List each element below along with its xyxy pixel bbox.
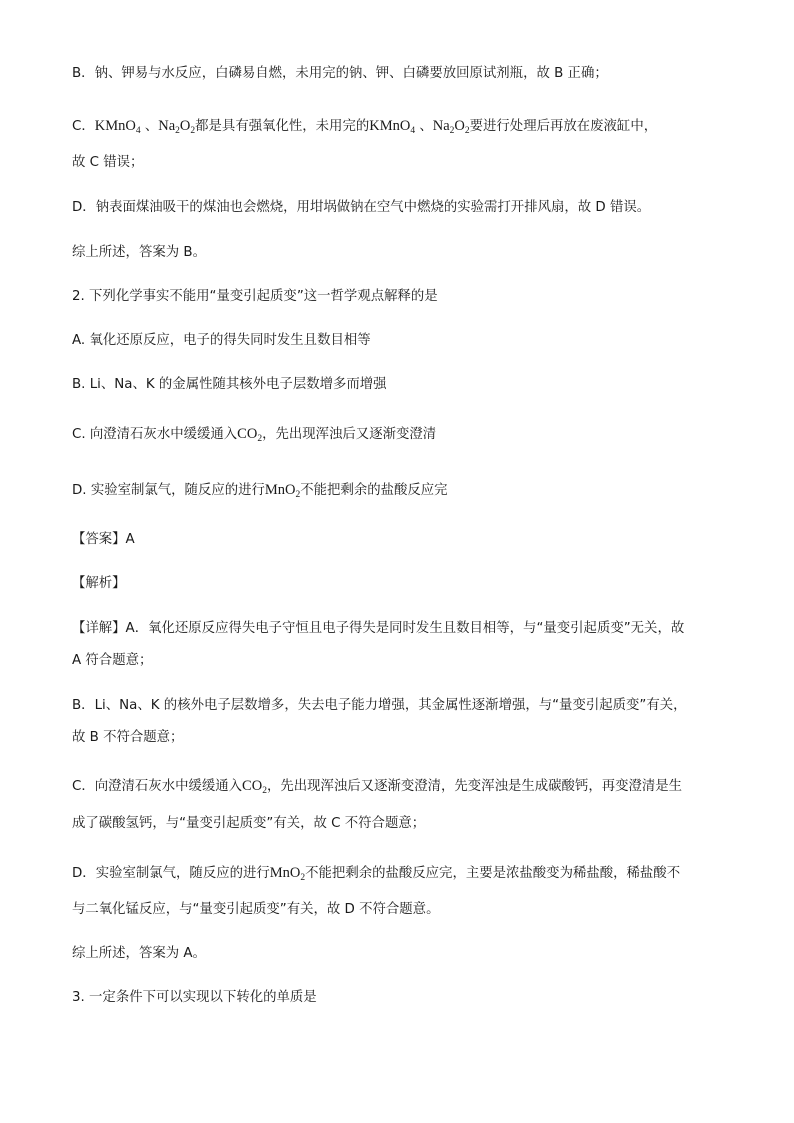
formula-subscript: 2 — [175, 126, 180, 136]
text-run: 、 — [415, 119, 433, 134]
text-line-l09 — [72, 424, 732, 445]
formula-term: Na — [432, 118, 450, 134]
text-run: 综上所述，答案为 B。 — [72, 245, 206, 260]
text-run: 【答案】A — [72, 532, 135, 547]
text-run: C． — [72, 119, 95, 134]
text-run: 故 C 错误； — [72, 155, 144, 170]
text-line-l04 — [72, 198, 732, 218]
text-run: 故 B 不符合题意； — [72, 730, 184, 745]
text-line-l13 — [72, 619, 732, 639]
formula-subscript: 2 — [257, 434, 263, 444]
formula-subscript: 2 — [295, 490, 301, 500]
text-line-l18 — [72, 814, 732, 834]
text-run: 不能把剩余的盐酸反应完，主要是浓盐酸变为稀盐酸，稀盐酸不 — [305, 866, 681, 881]
formula-term: MnO — [264, 482, 296, 498]
text-run: C. 向澄清石灰水中缓缓通入 — [72, 427, 238, 442]
text-line-l07 — [72, 331, 732, 351]
formula-subscript: 2 — [262, 786, 267, 796]
text-run: 与二氧化锰反应，与“量变引起质变”有关，故 D 不符合题意。 — [72, 902, 440, 917]
text-line-l21 — [72, 944, 732, 964]
text-run: D．实验室制氯气，随反应的进行 — [72, 866, 270, 881]
text-run: ，先出现浑浊后又逐渐变澄清 — [262, 427, 437, 442]
text-line-l17 — [72, 776, 732, 797]
formula-subscript: 2 — [449, 126, 455, 136]
text-line-l15 — [72, 696, 732, 716]
formula-term: MnO — [269, 865, 301, 881]
text-line-l02 — [72, 116, 732, 137]
text-run: 要进行处理后再放在废液缸中， — [469, 119, 658, 134]
text-line-l08 — [72, 375, 732, 395]
formula-term: KMnO — [94, 118, 136, 134]
formula-term: KMnO — [369, 118, 411, 134]
text-run: C．向澄清石灰水中缓缓通入 — [72, 779, 243, 794]
formula-term: Na — [158, 118, 176, 134]
text-run: 【详解】A．氧化还原反应得失电子守恒且电子得失是同时发生且数目相等，与“量变引起质变”无关，故 — [72, 621, 685, 636]
formula-term: CO — [237, 426, 258, 442]
formula-subscript: 4 — [135, 126, 141, 136]
formula-term: CO — [242, 778, 263, 794]
text-run: D．钠表面煤油吸干的煤油也会燃烧，用坩埚做钠在空气中燃烧的实验需打开排风扇，故 D 错误。 — [72, 200, 651, 215]
text-run: D. 实验室制氯气，随反应的进行 — [72, 483, 265, 498]
text-run: B．钠、钾易与水反应，白磷易自燃，未用完的钠、钾、白磷要放回原试剂瓶，故 B 正确； — [72, 66, 608, 81]
text-run: 【解析】 — [72, 576, 126, 591]
formula-subscript: 2 — [464, 126, 470, 136]
text-line-l06 — [72, 287, 732, 307]
text-line-l14 — [72, 651, 732, 671]
text-line-l19 — [72, 863, 732, 884]
formula-subscript: 4 — [410, 126, 416, 136]
text-line-l11 — [72, 530, 732, 550]
text-run: 成了碳酸氢钙，与“量变引起质变”有关，故 C 不符合题意； — [72, 816, 426, 831]
text-run: A. 氧化还原反应，电子的得失同时发生且数目相等 — [72, 333, 371, 348]
formula-term: O — [454, 118, 465, 134]
text-run: 不能把剩余的盐酸反应完 — [300, 483, 448, 498]
text-run: 3. 一定条件下可以实现以下转化的单质是 — [72, 990, 317, 1005]
formula-term: O — [179, 118, 191, 134]
text-run: 都是具有强氧化性，未用完的 — [195, 119, 370, 134]
text-run: A 符合题意； — [72, 653, 153, 668]
text-line-l10 — [72, 480, 732, 501]
text-line-l01 — [72, 64, 732, 84]
text-run: 综上所述，答案为 A。 — [72, 946, 206, 961]
text-line-l03 — [72, 153, 732, 173]
text-run: 2. 下列化学事实不能用“量变引起质变”这一哲学观点解释的是 — [72, 289, 438, 304]
text-line-l16 — [72, 728, 732, 748]
text-line-l05 — [72, 243, 732, 263]
text-run: ，先出现浑浊后又逐渐变澄清，先变浑浊是生成碳酸钙，再变澄清是生 — [266, 779, 683, 794]
text-run: 、 — [140, 119, 159, 134]
text-run: B．Li、Na、K 的核外电子层数增多，失去电子能力增强，其金属性逐渐增强，与“量变引起质变”有关， — [72, 698, 687, 713]
text-line-l22 — [72, 988, 732, 1008]
text-run: B. Li、Na、K 的金属性随其核外电子层数增多而增强 — [72, 377, 387, 392]
text-line-l12 — [72, 574, 732, 594]
formula-subscript: 2 — [190, 126, 196, 136]
formula-subscript: 2 — [300, 873, 306, 883]
text-line-l20 — [72, 900, 732, 920]
